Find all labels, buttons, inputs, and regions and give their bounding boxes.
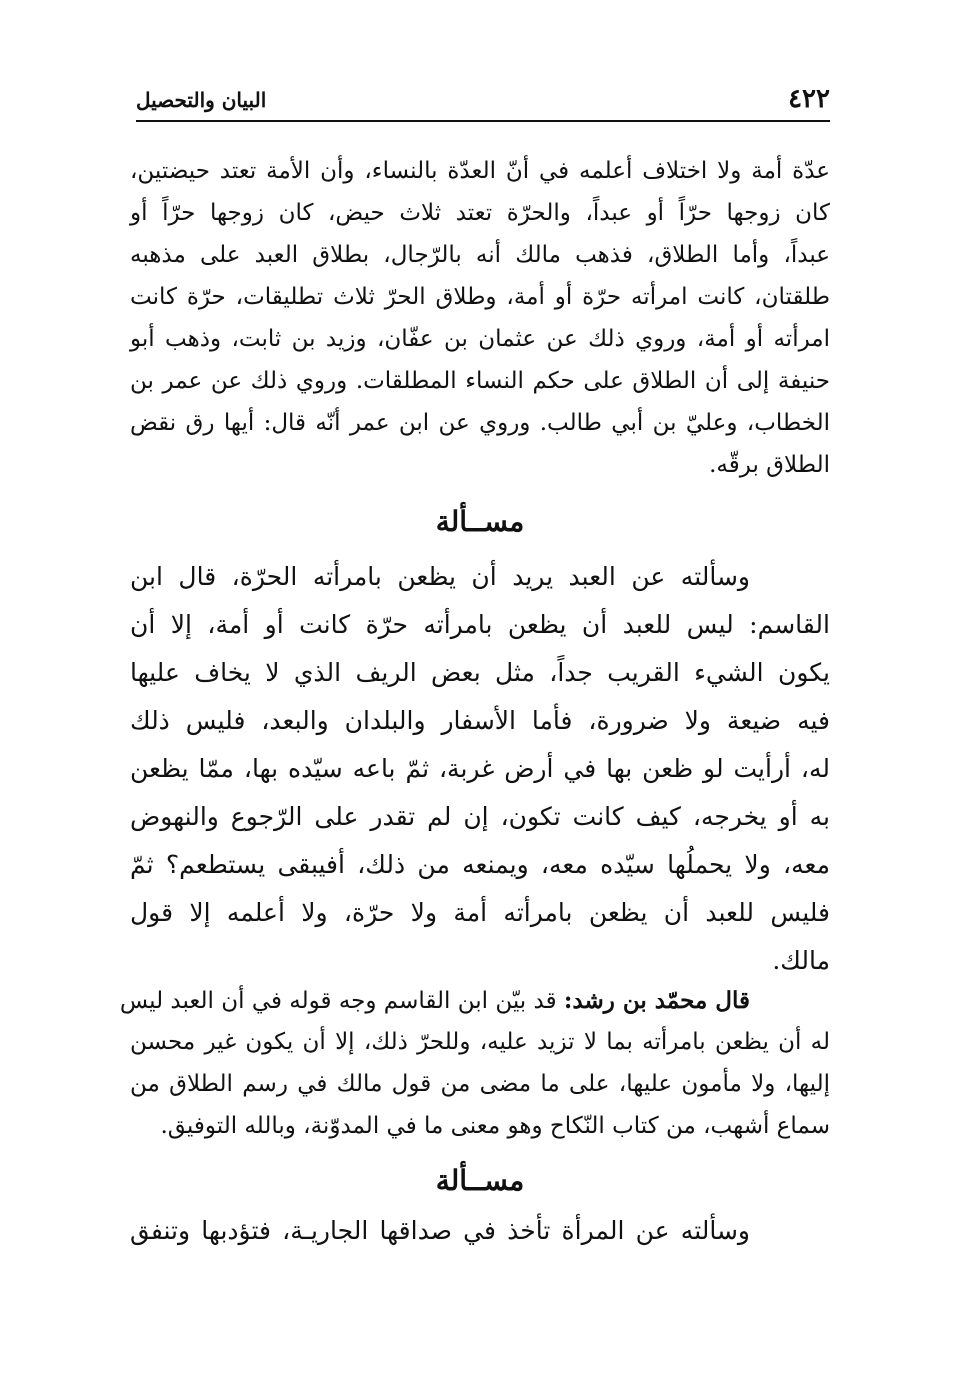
paragraph-2-line: وسألته عن العبد يريد أن يظعن بامرأته الحرّة، قال ابن — [130, 562, 750, 591]
section-heading: مســألة — [435, 505, 525, 538]
paragraph-4-line: وسألته عن المرأة تأخذ في صداقها الجاريـة، فتؤدبها وتنفق — [130, 1216, 750, 1245]
section-heading: مســألة — [435, 1164, 525, 1197]
paragraph-3-line: إليها، ولا مأمون عليها، على ما مضى من قول مالك في رسم الطلاق من — [130, 1071, 830, 1097]
paragraph-1-line: طلقتان، كانت امرأته حرّة أو أمة، وطلاق الحرّ ثلاث تطليقات، حرّة كانت — [130, 284, 830, 310]
paragraph-2-line: فيه ضيعة ولا ضرورة، فأما الأسفار والبلدان والبعد، فليس ذلك — [130, 706, 830, 735]
paragraph-1-line: امرأته أو أمة، وروي ذلك عن عثمان بن عفّان، وزيد بن ثابت، وذهب أبو — [130, 326, 830, 352]
paragraph-3-first-line — [119, 987, 750, 1016]
paragraph-2-line: فليس للعبد أن يظعن بامرأته أمة ولا حرّة، ولا أعلمه إلا قول — [130, 898, 830, 927]
author-attribution: قال محمّد بن رشد: — [563, 987, 750, 1014]
page-number: ٤٢٢ — [788, 84, 830, 114]
running-title: البيان والتحصيل — [136, 88, 267, 112]
paragraph-1-line: كان زوجها حرّاً أو عبداً، والحرّة تعتد ثلاث حيض، كان زوجها حرّاً أو — [130, 200, 830, 226]
paragraph-2-line: له، أرأيت لو ظعن بها في أرض غربة، ثمّ باعه سيّده بها، ممّا يظعن — [130, 754, 830, 783]
paragraph-3-line: له أن يظعن بامرأته بما لا تزيد عليه، وللحرّ ذلك، إلا أن يكون غير محسن — [130, 1029, 830, 1055]
paragraph-2-line: مالك. — [772, 946, 830, 975]
paragraph-2-line: يكون الشيء القريب جداً، مثل بعض الريف الذي لا يخاف عليها — [130, 658, 830, 687]
paragraph-2-line: القاسم: ليس للعبد أن يظعن بامرأته حرّة كانت أو أمة، إلا أن — [130, 610, 830, 639]
paragraph-2-line: معه، ولا يحملُها سيّده معه، ويمنعه من ذلك، أفيبقى يستطعم؟ ثمّ — [130, 850, 830, 879]
paragraph-2-line: به أو يخرجه، كيف كانت تكون، إن لم تقدر على الرّجوع والنهوض — [130, 802, 830, 831]
paragraph-1-line: عبداً، وأما الطلاق، فذهب مالك أنه بالرّجال، بطلاق العبد على مذهبه — [130, 242, 830, 268]
paragraph-1-line: الخطاب، وعليّ بن أبي طالب. وروي عن ابن عمر أنّه قال: أيها رق نقض — [130, 410, 830, 436]
paragraph-1-line: حنيفة إلى أن الطلاق على حكم النساء المطلقات. وروي ذلك عن عمر بن — [130, 368, 830, 394]
paragraph-3-text: قد بيّن ابن القاسم وجه قوله في أن العبد ليس — [119, 988, 564, 1014]
paragraph-3-line: سماع أشهب، من كتاب النّكاح وهو معنى ما في المدوّنة، وبالله التوفيق. — [160, 1113, 830, 1139]
paragraph-1-line: عدّة أمة ولا اختلاف أعلمه في أنّ العدّة بالنساء، وأن الأمة تعتد حيضتين، — [130, 158, 830, 184]
paragraph-1-line: الطلاق برقّه. — [709, 452, 830, 478]
